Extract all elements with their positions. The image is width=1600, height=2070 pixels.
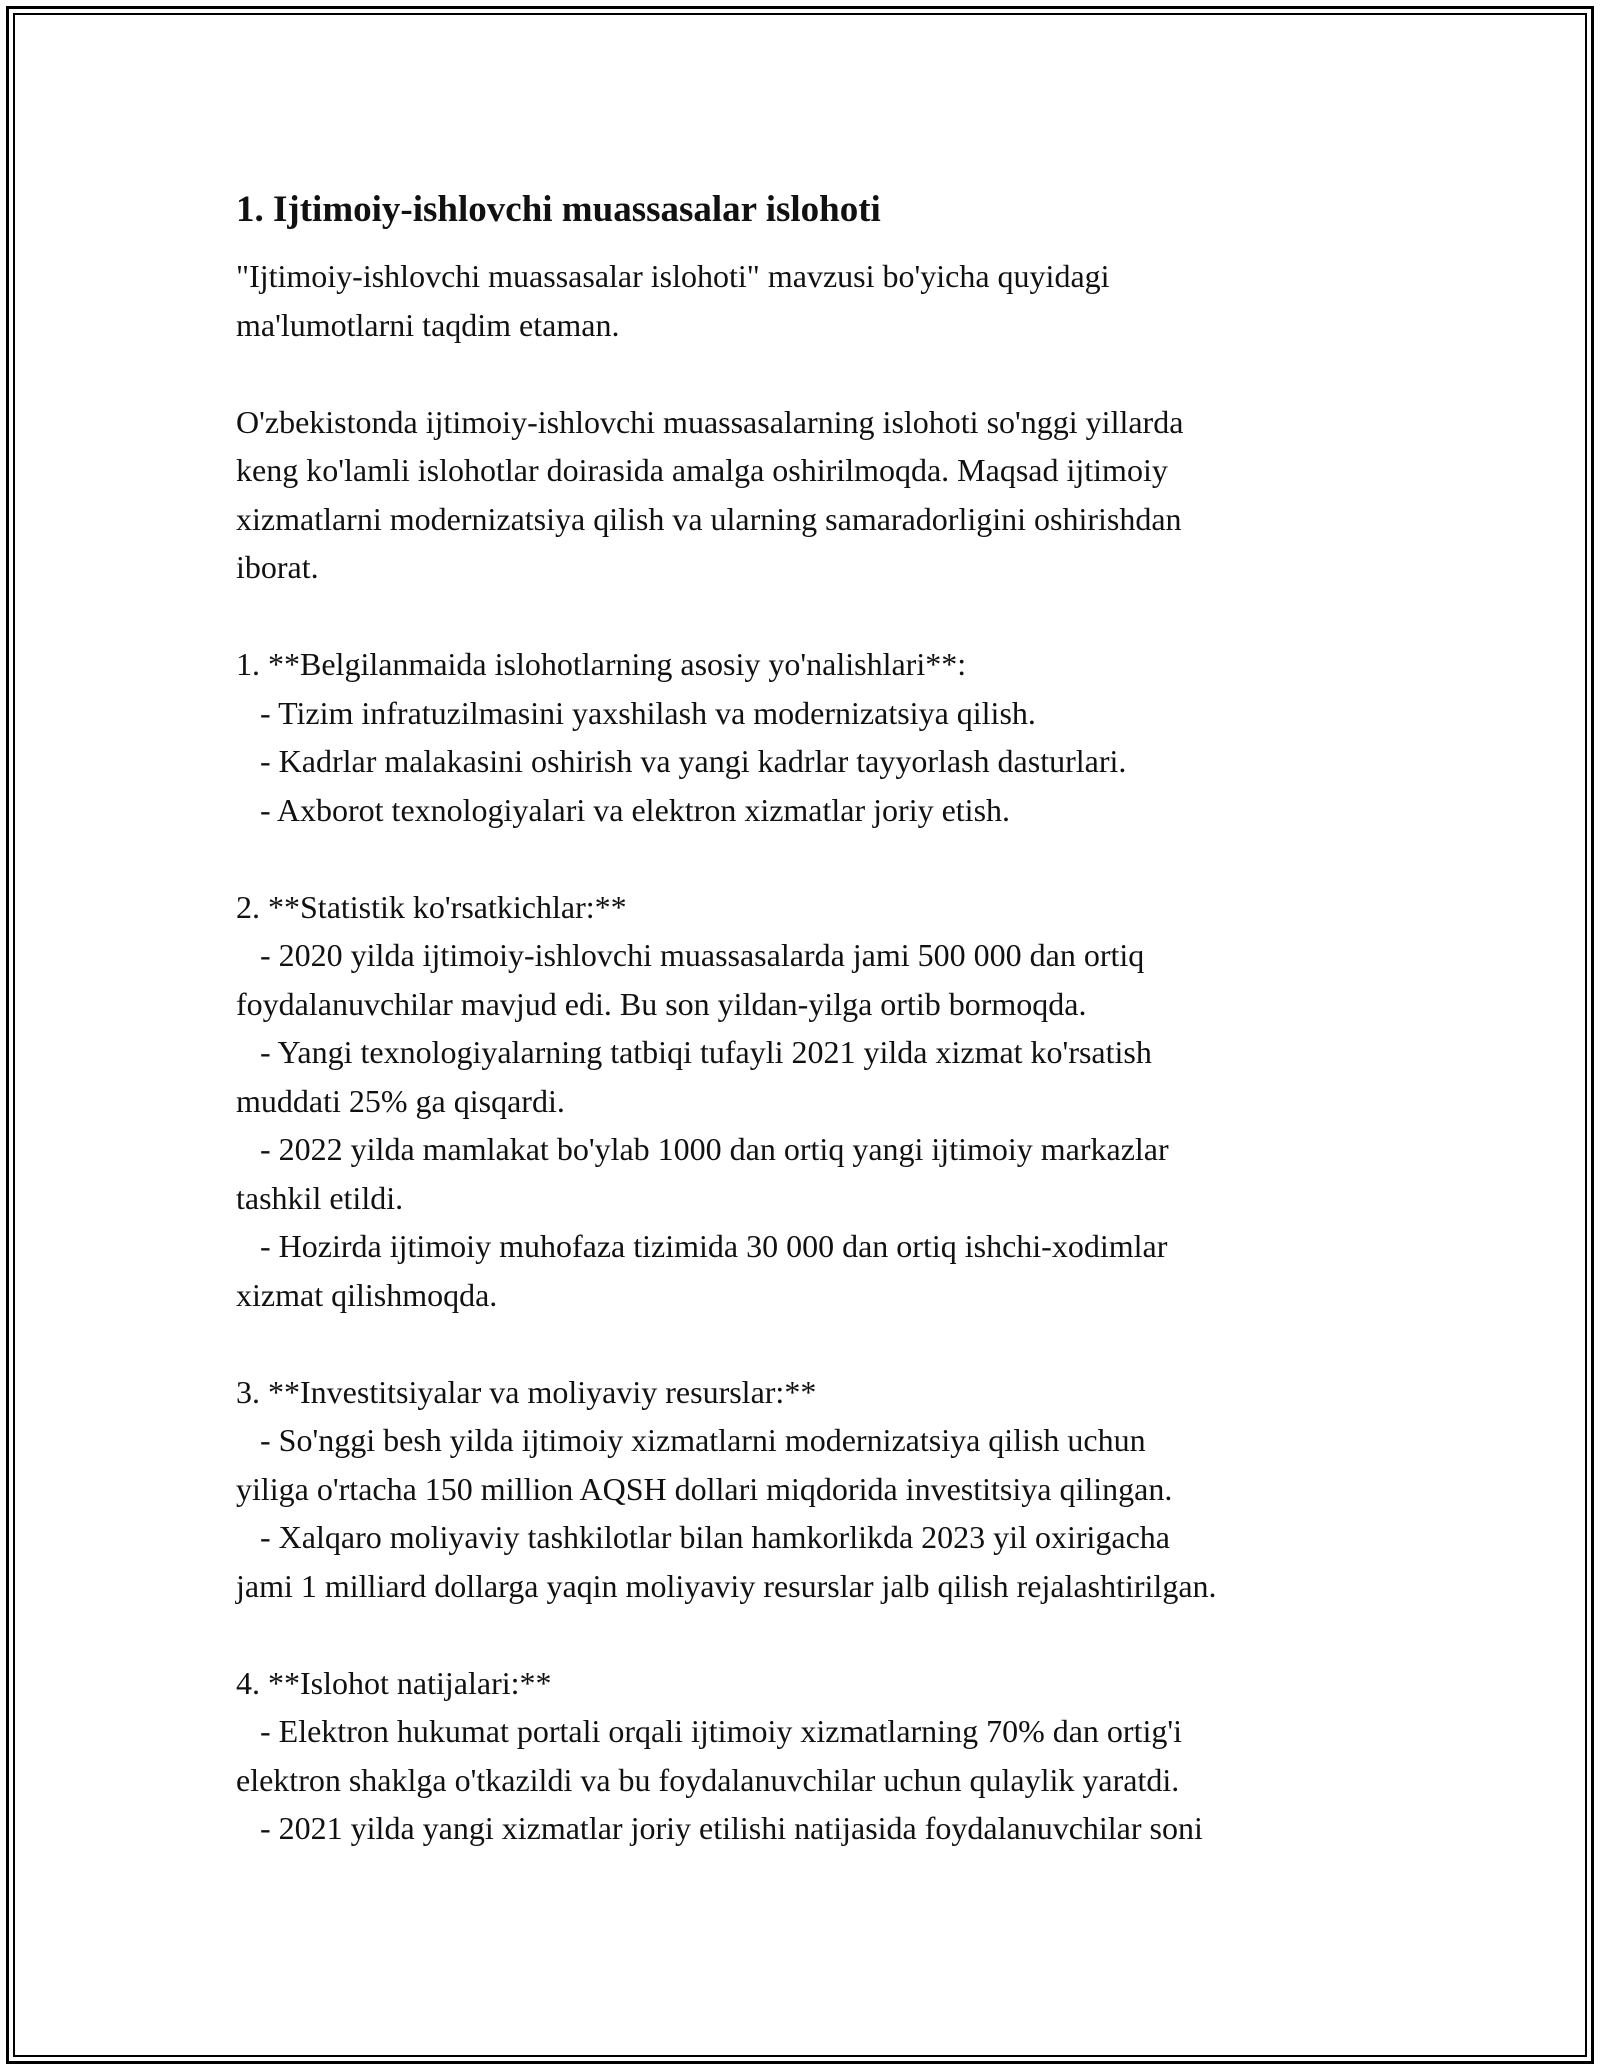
section-statistics: 2. **Statistik ko'rsatkichlar:** - 2020 yilda ijtimoiy-ishlovchi muassasalarda jami 500 000 dan ortiq foydalanuvchilar mavjud edi. Bu son yildan-yilga ortib bormoqda. - Yangi texnologiyalarning tatbiqi tufayli 2021 yilda xizmat ko'rsatish muddati 25% ga qisqardi. - 2022 yilda mamlakat bo'ylab 1000 dan ortiq yangi ijtimoiy markazlar tashkil etildi. - Hozirda ijtimoiy muhofaza tizimida 30 000 dan ortiq ishchi-xodimlar xizmat qilishmoqda. xyxy=(236,888,1169,1313)
paragraph-gap xyxy=(236,1319,1436,1368)
overview-paragraph: O'zbekistonda ijtimoiy-ishlovchi muassasalarning islohoti so'nggi yillarda keng ko'lamli islohotlar doirasida amalga oshirilmoqda. Maqsad ijtimoiy xizmatlarni modernizatsiya qilish va ularning samaradorligini oshirishdan iborat. xyxy=(236,403,1184,585)
document-title: 1. Ijtimoiy-ishlovchi muassasalar islohoti xyxy=(236,189,881,230)
section-results: 4. **Islohot natijalari:** - Elektron hukumat portali orqali ijtimoiy xizmatlarning 70% dan ortig'i elektron shaklga o'tkazildi va bu foydalanuvchilar uchun qulaylik yaratdi. - 2021 yilda yangi xizmatlar joriy etilishi natijasida foydalanuvchilar soni xyxy=(236,1664,1203,1846)
paragraph-gap xyxy=(236,1610,1436,1659)
paragraph-gap xyxy=(236,834,1436,883)
paragraph-gap xyxy=(236,349,1436,398)
paragraph-gap xyxy=(236,592,1436,641)
intro-paragraph: "Ijtimoiy-ishlovchi muassasalar islohoti" mavzusi bo'yicha quyidagi ma'lumotlarni taqdim etaman. xyxy=(236,258,1110,343)
section-investments: 3. **Investitsiyalar va moliyaviy resurslar:** - So'nggi besh yilda ijtimoiy xizmatlarni modernizatsiya qilish uchun yiliga o'rtacha 150 million AQSH dollari miqdorida investitsiya qilingan. - Xalqaro moliyaviy tashkilotlar bilan hamkorlikda 2023 yil oxirigacha jami 1 milliard dollarga yaqin moliyaviy resurslar jalb qilish rejalashtirilgan. xyxy=(236,1373,1217,1604)
section-directions: 1. **Belgilanmaida islohotlarning asosiy yo'nalishlari**: - Tizim infratuzilmasini yaxshilash va modernizatsiya qilish. - Kadrlar malakasini oshirish va yangi kadrlar tayyorlash dasturlari. - Axborot texnologiyalari va elektron xizmatlar joriy etish. xyxy=(236,646,1127,828)
document-page xyxy=(236,186,1436,1853)
